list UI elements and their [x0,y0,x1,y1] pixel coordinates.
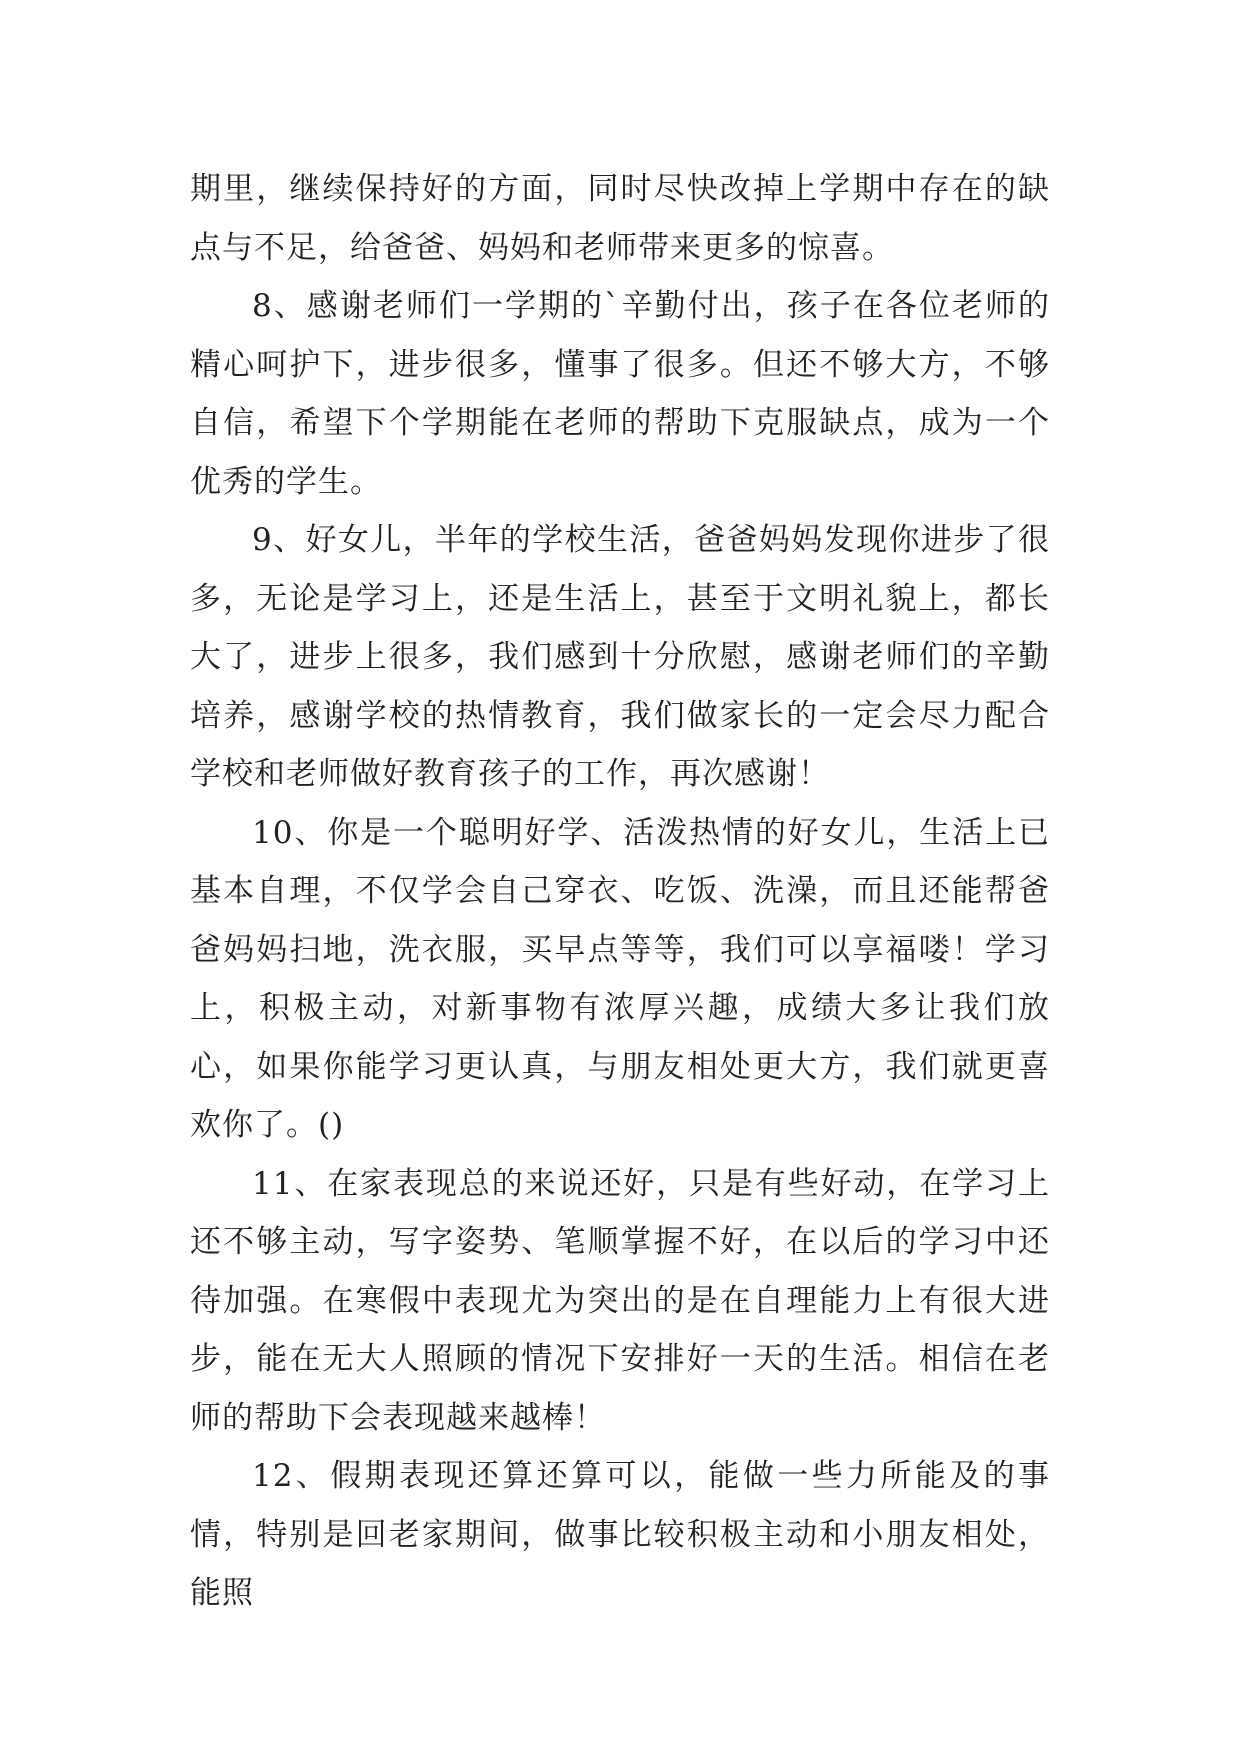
paragraph-item-11: 11、在家表现总的来说还好，只是有些好动，在学习上还不够主动，写字姿势、笔顺掌握不好，在以后的学习中还待加强。在寒假中表现尤为突出的是在自理能力上有很大进步，能在无大人照顾的情况下安排好一天的生活。相信在老师的帮助下会表现越来越棒！ [190,1165,1050,1436]
paragraph-item-8: 8、感谢老师们一学期的`辛勤付出，孩子在各位老师的精心呵护下，进步很多，懂事了很多。但还不够大方，不够自信，希望下个学期能在老师的帮助下克服缺点，成为一个优秀的学生。 [190,288,1050,500]
paragraph-continuation: 期里，继续保持好的方面，同时尽快改掉上学期中存在的缺点与不足，给爸爸、妈妈和老师带来更多的惊喜。 [190,171,1050,266]
paragraph-item-10: 10、你是一个聪明好学、活泼热情的好女儿，生活上已基本自理，不仅学会自己穿衣、吃饭、洗澡，而且还能帮爸爸妈妈扫地，洗衣服，买早点等等，我们可以享福喽！学习上，积极主动，对新事物有浓厚兴趣，成绩大多让我们放心，如果你能学习更认真，与朋友相处更大方，我们就更喜欢你了。() [190,814,1050,1143]
document-body [190,160,1050,1623]
paragraph-item-9: 9、好女儿，半年的学校生活，爸爸妈妈发现你进步了很多，无论是学习上，还是生活上，甚至于文明礼貌上，都长大了，进步上很多，我们感到十分欣慰，感谢老师们的辛勤培养，感谢学校的热情教育，我们做家长的一定会尽力配合学校和老师做好教育孩子的工作，再次感谢！ [190,522,1050,792]
paragraph-item-12: 12、假期表现还算还算可以，能做一些力所能及的事情，特别是回老家期间，做事比较积极主动和小朋友相处，能照 [190,1458,1050,1611]
